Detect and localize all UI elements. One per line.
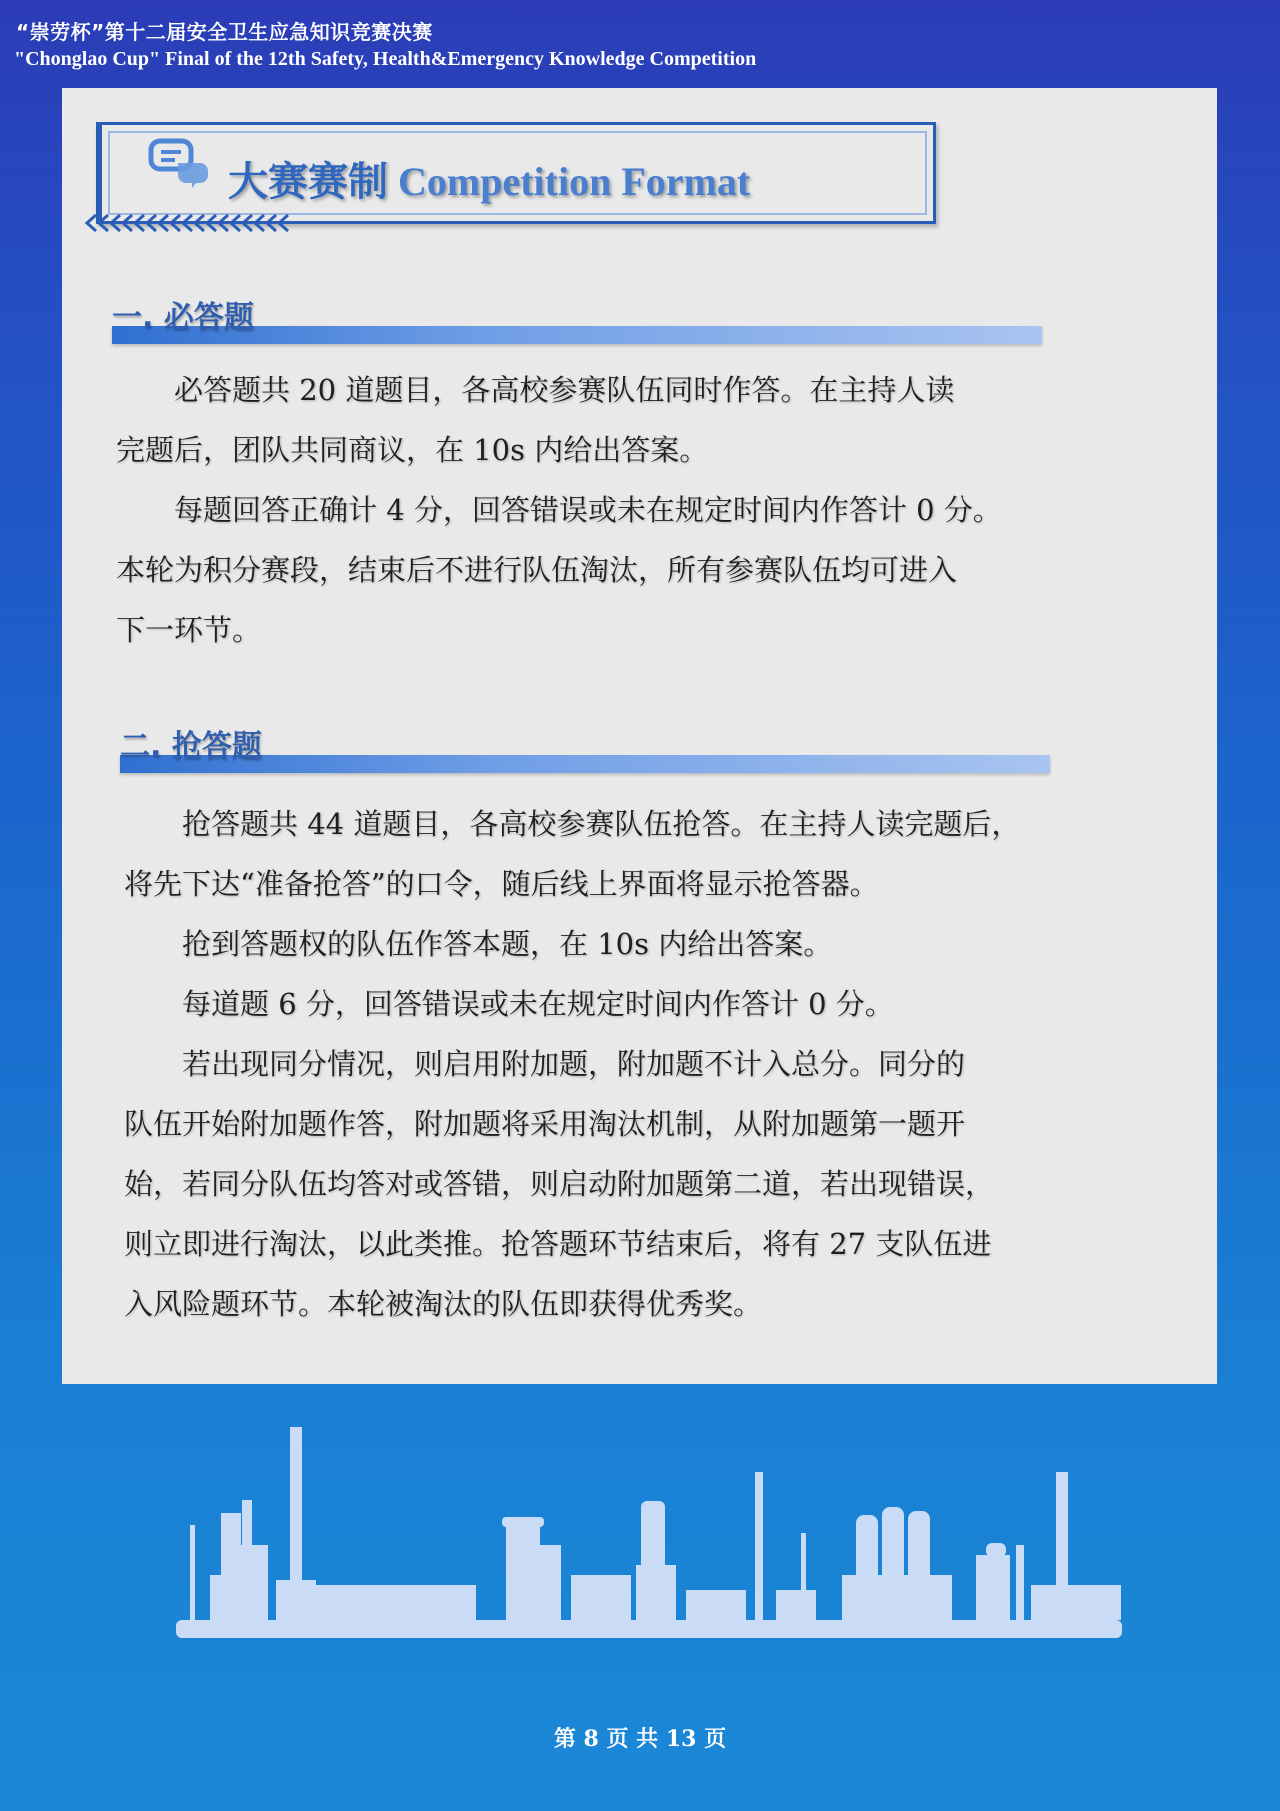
header-title-cn: “崇劳杯”第十二届安全卫生应急知识竞赛决赛 bbox=[16, 20, 433, 44]
section-1-heading: 一. 必答题 bbox=[112, 300, 254, 335]
section-1-line: 完题后，团队共同商议，在 10s 内给出答案。 bbox=[116, 433, 709, 467]
section-1-line: 本轮为积分赛段，结束后不进行队伍淘汰，所有参赛队伍均可进入 bbox=[116, 553, 958, 587]
section-2-line: 将先下达“准备抢答”的口令，随后线上界面将显示抢答器。 bbox=[124, 867, 879, 901]
page-title bbox=[228, 150, 750, 207]
section-1-line: 必答题共 20 道题目，各高校参赛队伍同时作答。在主持人读 bbox=[116, 373, 955, 407]
section-2-line: 抢答题共 44 道题目，各高校参赛队伍抢答。在主持人读完题后， bbox=[124, 807, 1021, 841]
section-2-line: 若出现同分情况，则启用附加题，附加题不计入总分。同分的 bbox=[124, 1047, 966, 1081]
industrial-skyline-illustration bbox=[176, 1425, 1122, 1640]
section-1-line: 每题回答正确计 4 分，回答错误或未在规定时间内作答计 0 分。 bbox=[116, 493, 1002, 527]
section-2-line: 抢到答题权的队伍作答本题，在 10s 内给出答案。 bbox=[124, 927, 833, 961]
section-2-line: 始，若同分队伍均答对或答错，则启动附加题第二道，若出现错误， bbox=[124, 1167, 995, 1201]
section-2-line: 每道题 6 分，回答错误或未在规定时间内作答计 0 分。 bbox=[124, 987, 894, 1021]
header-title-en: "Chonglao Cup" Final of the 12th Safety, Health&Emergency Knowledge Competition bbox=[14, 48, 757, 70]
section-2-line: 队伍开始附加题作答，附加题将采用淘汰机制，从附加题第一题开 bbox=[124, 1107, 966, 1141]
chat-bubbles-icon bbox=[148, 138, 210, 188]
section-2-heading: 二. 抢答题 bbox=[120, 729, 262, 764]
section-2-line: 入风险题环节。本轮被淘汰的队伍即获得优秀奖。 bbox=[124, 1287, 763, 1321]
page-title-en: Competition Format bbox=[398, 159, 751, 204]
page-number: 第 8 页 共 13 页 bbox=[553, 1726, 727, 1752]
chevron-decoration bbox=[84, 212, 294, 234]
page-title-cn: 大赛赛制 bbox=[228, 159, 388, 204]
section-1-line: 下一环节。 bbox=[116, 613, 262, 647]
section-2-line: 则立即进行淘汰，以此类推。抢答题环节结束后，将有 27 支队伍进 bbox=[124, 1227, 992, 1261]
